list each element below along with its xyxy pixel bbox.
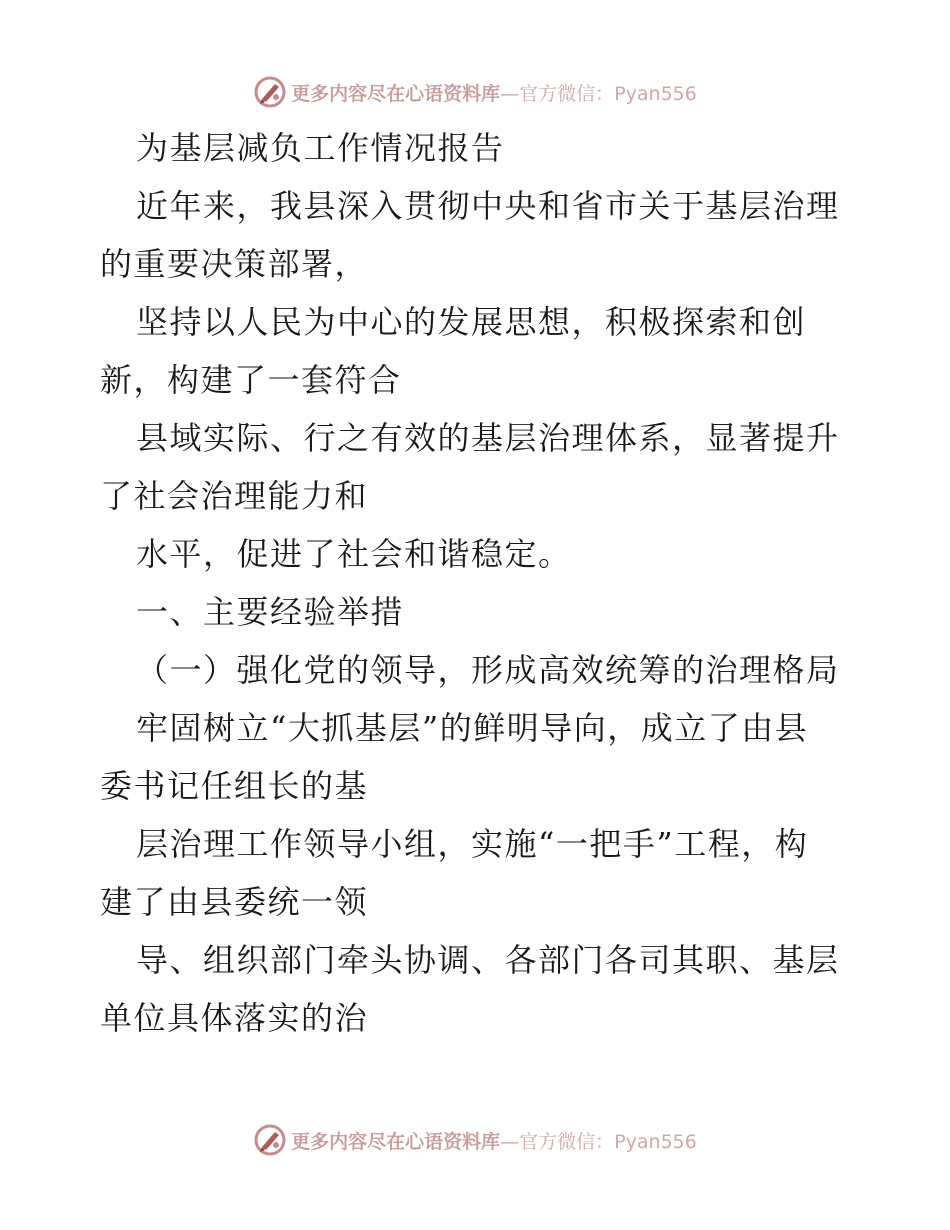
paragraph-line: 牢固树立“大抓基层”的鲜明导向，成立了由县 [136, 709, 809, 747]
watermark-id: Pyan556 [614, 82, 697, 105]
paragraph-line: 坚持以人民为中心的发展思想，积极探索和创 [136, 303, 807, 341]
header-watermark [0, 72, 950, 112]
watermark-main: 更多内容尽在心语资料库 [291, 82, 501, 105]
paragraph-line: 一、主要经验举措 [136, 593, 405, 631]
paragraph-line: 导、组织部门牵头协调、各部门各司其职、基层 [136, 941, 840, 979]
document-body [100, 119, 850, 1047]
watermark-sub: 官方微信： [519, 1130, 615, 1153]
paragraph-line: 的重要决策部署， [100, 245, 369, 283]
watermark-text [291, 79, 697, 106]
brand-logo-icon [253, 1123, 287, 1157]
watermark-text [291, 1127, 697, 1154]
paragraph-line: 了社会治理能力和 [100, 477, 369, 515]
watermark-sub: 官方微信： [519, 82, 615, 105]
footer-watermark [0, 1120, 950, 1160]
paragraph-line: 水平，促进了社会和谐稳定。 [136, 535, 572, 573]
watermark-id: Pyan556 [614, 1130, 697, 1153]
watermark-dash: — [500, 1130, 520, 1153]
brand-logo-icon [253, 75, 287, 109]
paragraph-line: （一）强化党的领导，形成高效统筹的治理格局 [136, 651, 840, 689]
watermark-main: 更多内容尽在心语资料库 [291, 1130, 501, 1153]
paragraph-line: 委书记任组长的基 [100, 767, 369, 805]
watermark-dash: — [500, 82, 520, 105]
paragraph-line: 单位具体落实的治 [100, 999, 369, 1037]
paragraph-line: 层治理工作领导小组，实施“一把手”工程，构 [136, 825, 809, 863]
paragraph-line: 新，构建了一套符合 [100, 361, 402, 399]
paragraph-line: 近年来，我县深入贯彻中央和省市关于基层治理 [136, 187, 840, 225]
document-title: 为基层减负工作情况报告 [136, 129, 505, 167]
paragraph-line: 县域实际、行之有效的基层治理体系，显著提升 [136, 419, 840, 457]
paragraph-line: 建了由县委统一领 [100, 883, 369, 921]
